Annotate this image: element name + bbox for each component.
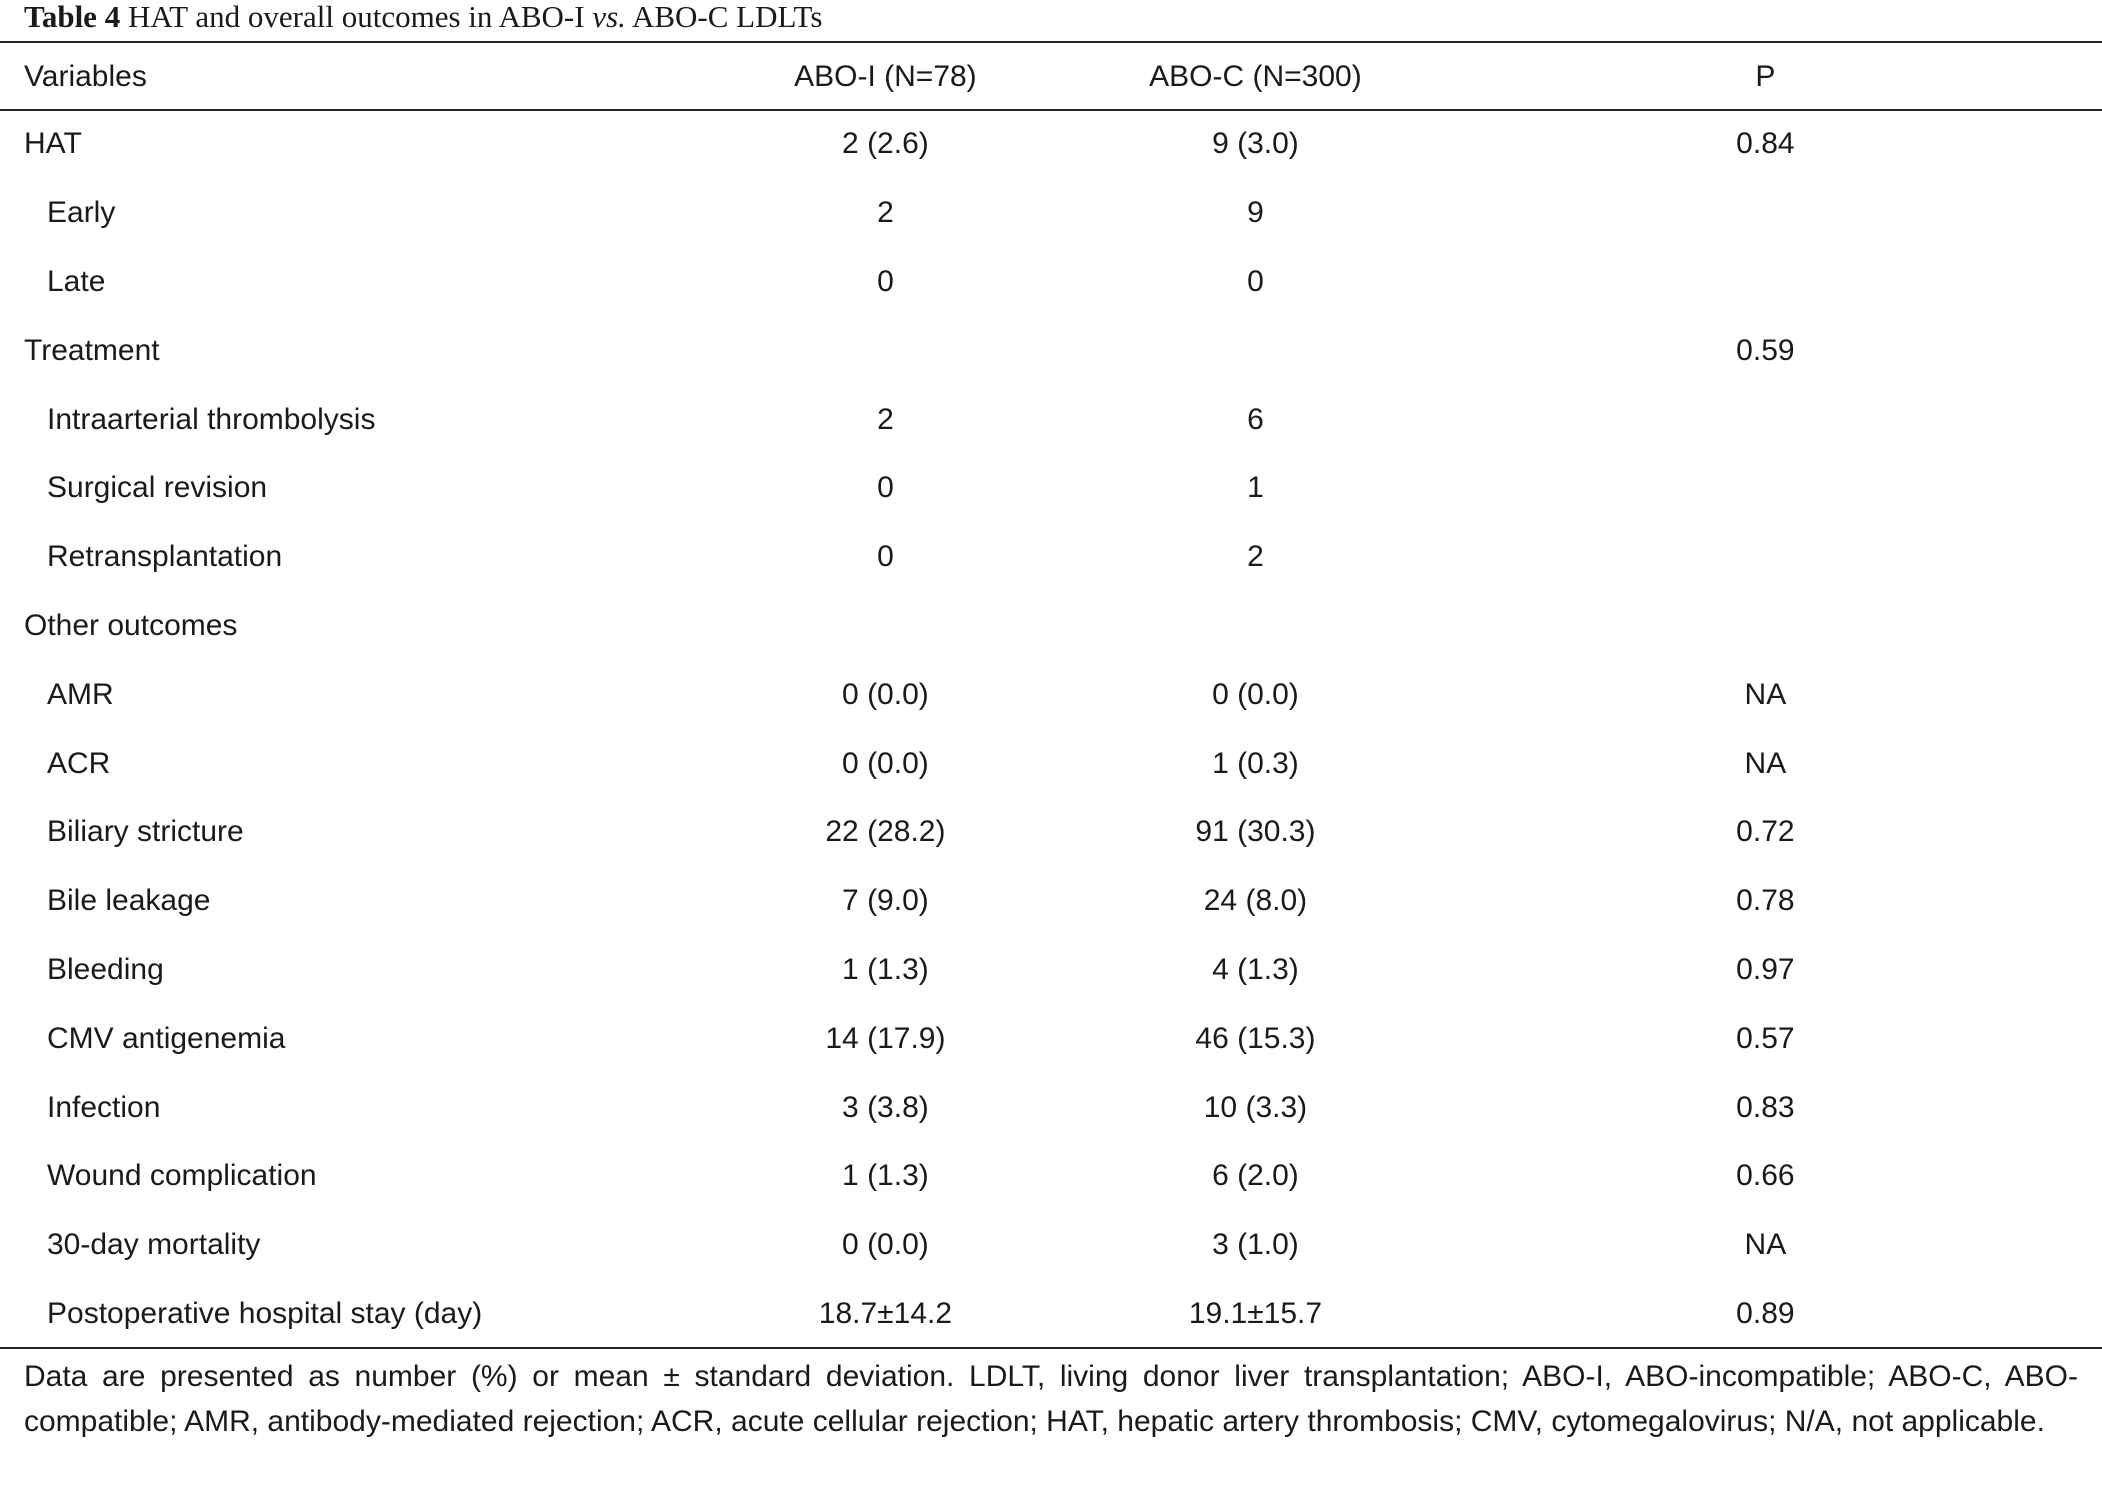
p-value: [1429, 248, 2102, 317]
row-label: Postoperative hospital stay (day): [47, 1296, 483, 1330]
abo-i-value: 7 (9.0): [842, 884, 929, 918]
p-value: [1429, 385, 2102, 454]
abo-c-value: [1082, 316, 1429, 385]
abo-i-value: 0 (0.0): [842, 677, 929, 711]
row-label: Infection: [47, 1090, 161, 1124]
p-value: NA: [1744, 1228, 1787, 1262]
abo-c-value: 3 (1.0): [1212, 1228, 1299, 1262]
table-row: [0, 454, 2102, 523]
abo-i-value: 0: [877, 264, 894, 298]
header-abo-c: ABO-C (N=300): [1149, 59, 1362, 93]
p-value: 0.78: [1736, 884, 1795, 918]
table-footnote: Data are presented as number (%) or mean ± standard deviation. LDLT, living donor liver transplantation; ABO-I, ABO-incompatible; ABO-C, ABO-compatible; AMR, antibody-mediated rejection; ACR, acute cellular rejection; HAT, hepatic artery thrombosis; CMV, cytomegalovirus; N/A, not applicable.: [24, 1360, 2078, 1438]
abo-i-value: 3 (3.8): [842, 1090, 929, 1124]
abo-c-value: 6: [1247, 402, 1264, 436]
header-variables: Variables: [24, 59, 147, 93]
row-label: Biliary stricture: [47, 815, 244, 849]
row-label: Retransplantation: [47, 540, 283, 574]
table-row: [0, 867, 2102, 936]
table-row: [0, 110, 2102, 179]
abo-i-value: 18.7±14.2: [818, 1296, 953, 1330]
table-row: [0, 385, 2102, 454]
p-value: 0.89: [1736, 1296, 1795, 1330]
abo-c-value: 1 (0.3): [1212, 746, 1299, 780]
abo-c-value: 4 (1.3): [1212, 952, 1299, 986]
table-body: [0, 110, 2102, 1348]
abo-i-value: 2: [877, 196, 894, 230]
table-number: Table 4: [24, 0, 121, 34]
abo-c-value: 19.1±15.7: [1188, 1296, 1323, 1330]
abo-c-value: 46 (15.3): [1195, 1021, 1316, 1055]
p-value: 0.59: [1736, 333, 1795, 367]
table-row: [0, 660, 2102, 729]
abo-c-value: 9 (3.0): [1212, 127, 1299, 161]
abo-c-value: 1: [1247, 471, 1264, 505]
table-row: [0, 936, 2102, 1005]
abo-i-value: [689, 316, 1082, 385]
abo-i-value: 2 (2.6): [842, 127, 929, 161]
row-label: Wound complication: [47, 1159, 317, 1193]
row-label: Surgical revision: [47, 471, 268, 505]
table-row: [0, 248, 2102, 317]
header-p: P: [1755, 59, 1776, 93]
p-value: [1429, 523, 2102, 592]
table-row: [0, 523, 2102, 592]
abo-i-value: [689, 592, 1082, 661]
table-row: [0, 1073, 2102, 1142]
abo-c-value: 6 (2.0): [1212, 1159, 1299, 1193]
header-row: [0, 43, 2102, 110]
row-label: Early: [47, 196, 116, 230]
row-label: Other outcomes: [24, 608, 238, 642]
table-row: [0, 592, 2102, 661]
caption-text-before: HAT and overall outcomes in ABO-I: [127, 0, 585, 34]
abo-c-value: [1082, 592, 1429, 661]
p-value: [1429, 179, 2102, 248]
p-value: 0.83: [1736, 1090, 1795, 1124]
table-row: [0, 1280, 2102, 1349]
abo-i-value: 0: [877, 540, 894, 574]
p-value: 0.72: [1736, 815, 1795, 849]
row-label: Bleeding: [47, 952, 164, 986]
row-label: Treatment: [24, 333, 160, 367]
row-label: Bile leakage: [47, 884, 211, 918]
abo-i-value: 22 (28.2): [825, 815, 946, 849]
table-row: [0, 1142, 2102, 1211]
table-row: [0, 1004, 2102, 1073]
p-value: [1429, 454, 2102, 523]
table-caption: [24, 2, 822, 38]
p-value: 0.66: [1736, 1159, 1795, 1193]
abo-c-value: 91 (30.3): [1195, 815, 1316, 849]
row-label: Intraarterial thrombolysis: [47, 402, 376, 436]
abo-c-value: 24 (8.0): [1203, 884, 1308, 918]
row-label: ACR: [47, 746, 111, 780]
abo-i-value: 1 (1.3): [842, 952, 929, 986]
row-label: Late: [47, 264, 106, 298]
table-row: [0, 729, 2102, 798]
p-value: [1429, 592, 2102, 661]
caption-versus: vs.: [592, 0, 626, 34]
caption-text-after: ABO-C LDLTs: [631, 0, 823, 34]
abo-i-value: 0 (0.0): [842, 1228, 929, 1262]
row-label: HAT: [24, 127, 82, 161]
abo-c-value: 0 (0.0): [1212, 677, 1299, 711]
table-row: [0, 316, 2102, 385]
row-label: AMR: [47, 677, 114, 711]
abo-i-value: 0: [877, 471, 894, 505]
p-value: NA: [1744, 746, 1787, 780]
p-value: 0.97: [1736, 952, 1795, 986]
p-value: 0.57: [1736, 1021, 1795, 1055]
p-value: NA: [1744, 677, 1787, 711]
abo-i-value: 0 (0.0): [842, 746, 929, 780]
abo-c-value: 0: [1247, 264, 1264, 298]
abo-i-value: 14 (17.9): [825, 1021, 946, 1055]
abo-c-value: 9: [1247, 196, 1264, 230]
row-label: CMV antigenemia: [47, 1021, 286, 1055]
table-row: [0, 179, 2102, 248]
abo-c-value: 2: [1247, 540, 1264, 574]
row-label: 30-day mortality: [47, 1228, 261, 1262]
table-row: [0, 1211, 2102, 1280]
abo-i-value: 2: [877, 402, 894, 436]
p-value: 0.84: [1736, 127, 1795, 161]
abo-i-value: 1 (1.3): [842, 1159, 929, 1193]
outcomes-table: [0, 43, 2102, 1348]
abo-c-value: 10 (3.3): [1203, 1090, 1308, 1124]
table-row: [0, 798, 2102, 867]
header-abo-i: ABO-I (N=78): [794, 59, 977, 93]
